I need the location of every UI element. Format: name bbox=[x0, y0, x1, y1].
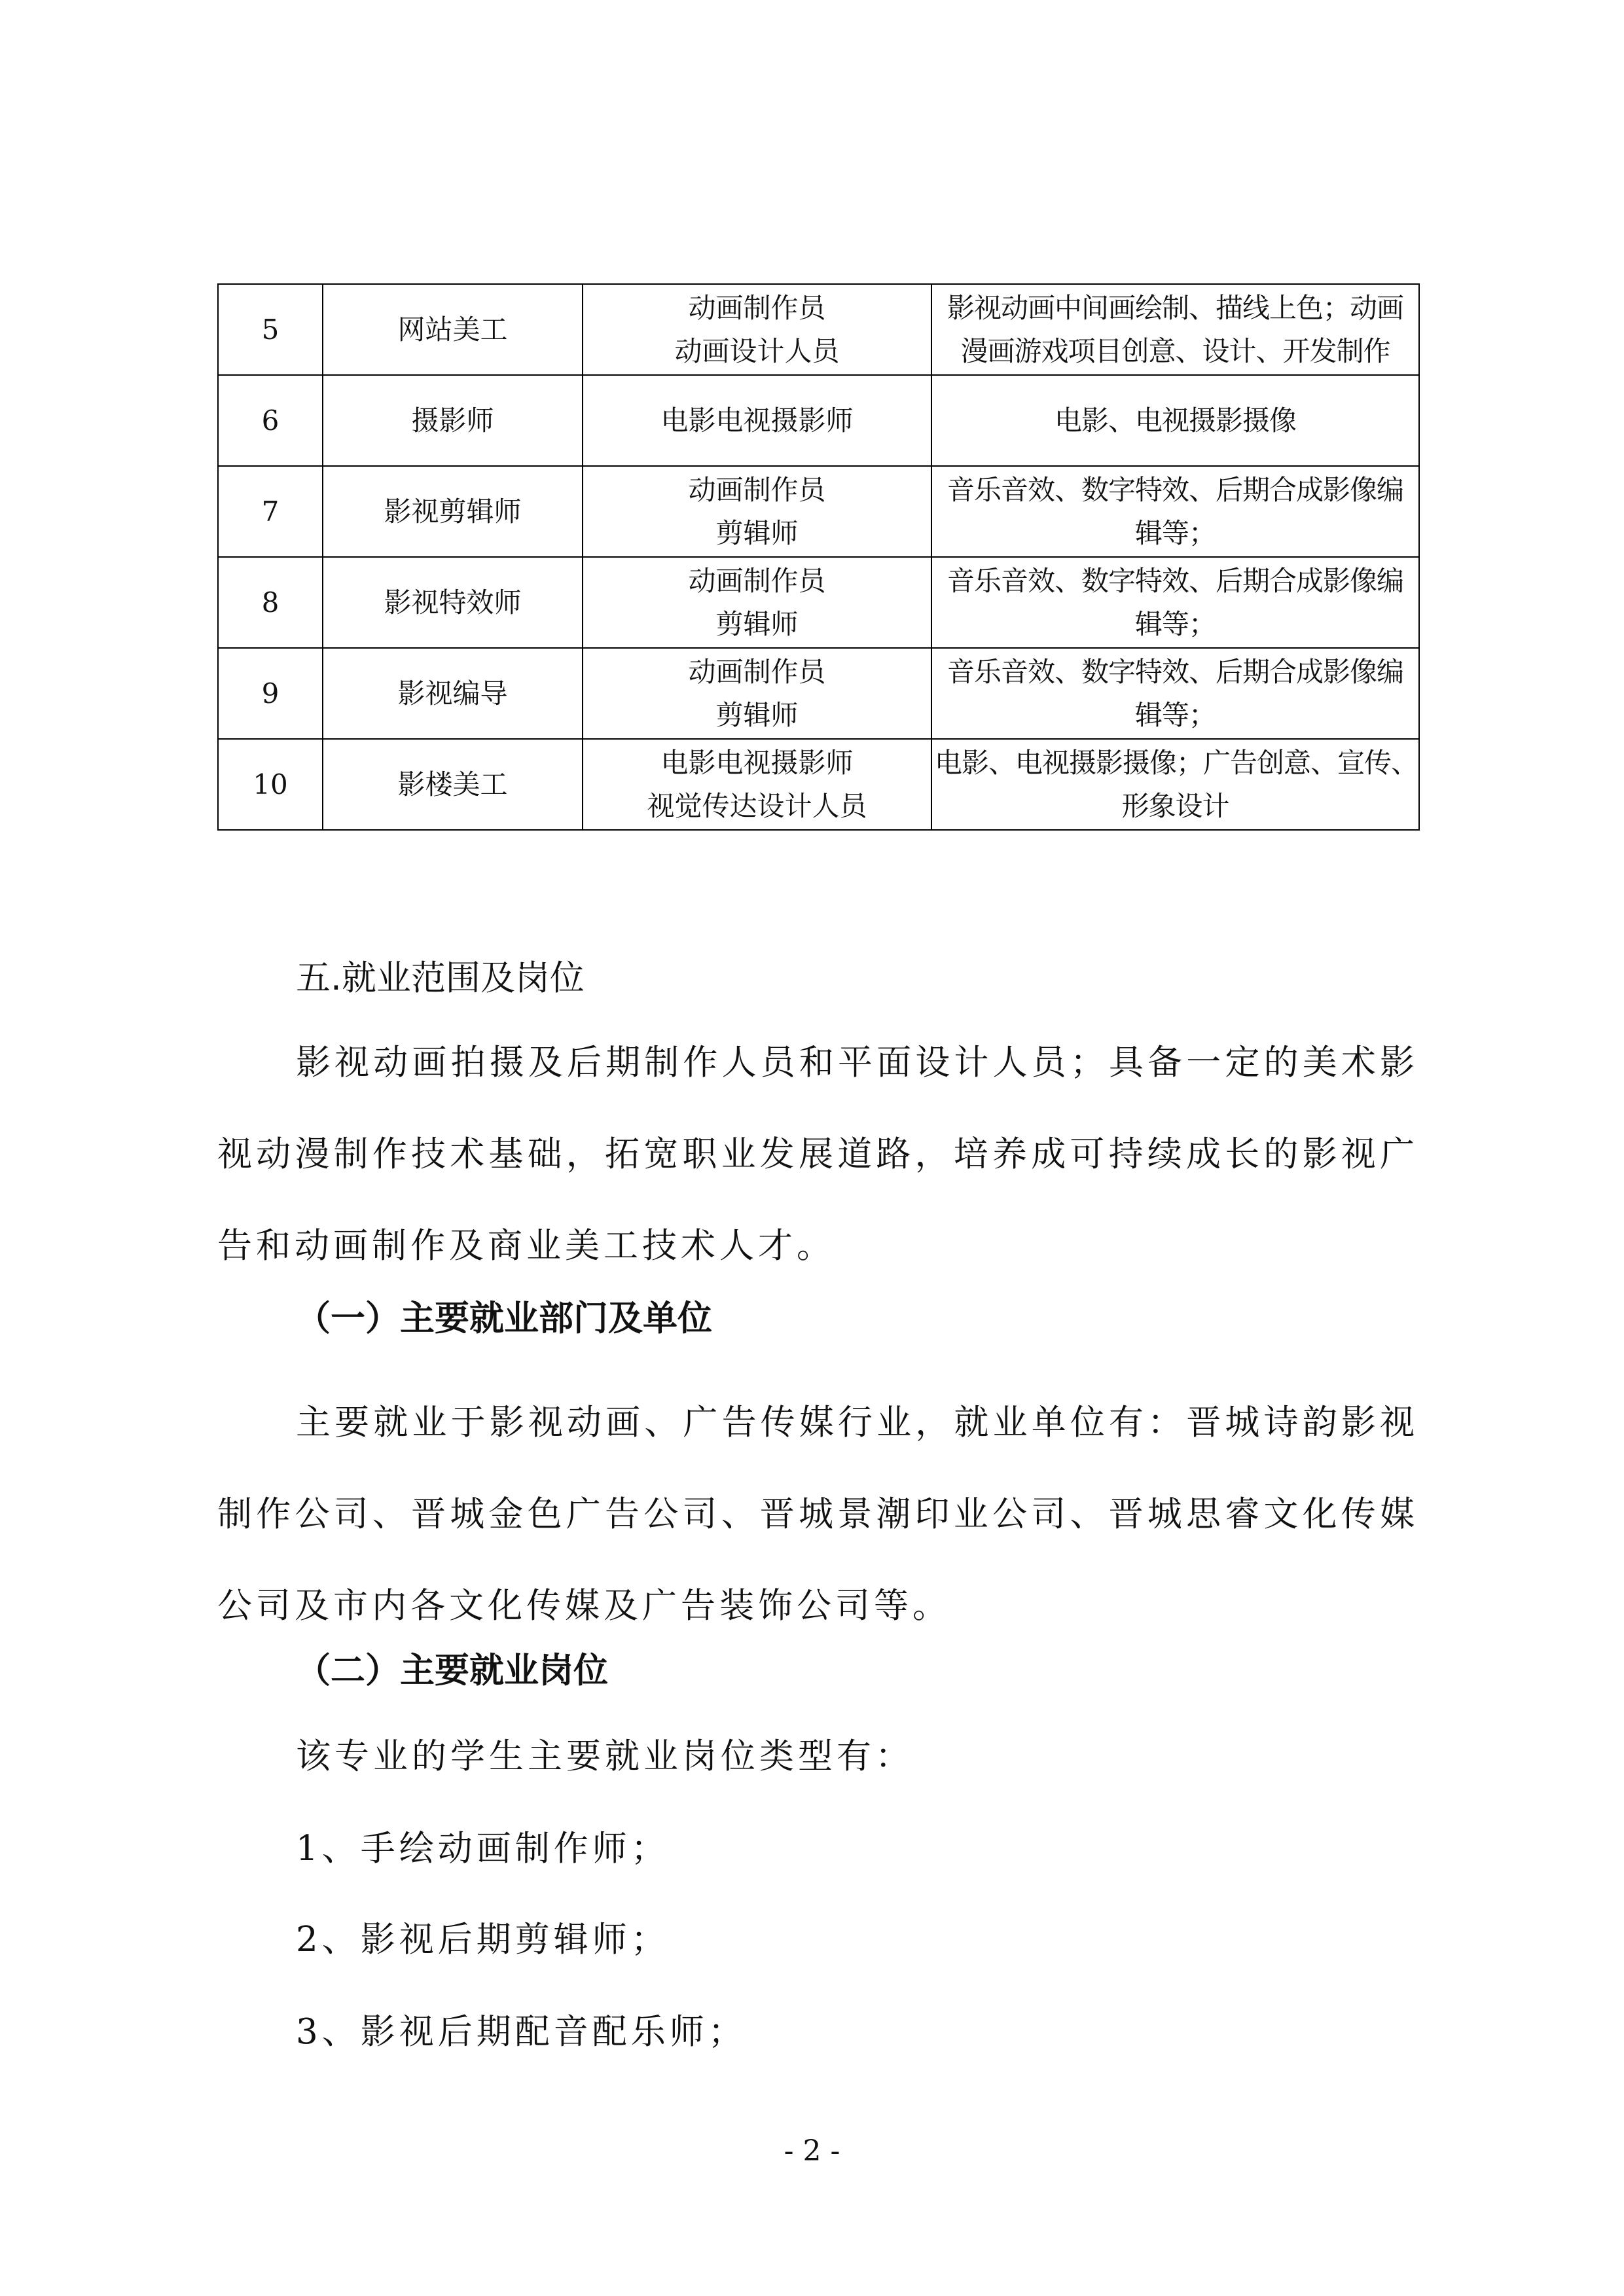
certificate-cell: 动画制作员 剪辑师 bbox=[583, 557, 931, 648]
table-row bbox=[218, 648, 1419, 739]
row-number: 7 bbox=[218, 466, 323, 557]
subsection-two-intro: 该专业的学生主要就业岗位类型有： bbox=[296, 1736, 914, 1776]
table-row bbox=[218, 466, 1419, 557]
table-row bbox=[218, 739, 1419, 830]
work-content-cell: 音乐音效、数字特效、后期合成影像编 辑等； bbox=[931, 466, 1419, 557]
row-number: 9 bbox=[218, 648, 323, 739]
subsection-one-paragraph: 主要就业于影视动画、广告传媒行业，就业单位有：晋城诗韵影视制作公司、晋城金色广告公司、晋城景潮印业公司、晋城思睿文化传媒公司及市内各文化传媒及广告装饰公司等。 bbox=[217, 1403, 1418, 1626]
subsection-one-heading: （一）主要就业部门及单位 bbox=[296, 1299, 712, 1338]
work-content-cell: 音乐音效、数字特效、后期合成影像编 辑等； bbox=[931, 648, 1419, 739]
certificate-cell: 动画制作员 剪辑师 bbox=[583, 466, 931, 557]
table-row bbox=[218, 557, 1419, 648]
work-content-cell: 电影、电视摄影摄像 bbox=[931, 375, 1419, 466]
position-cell: 影视特效师 bbox=[323, 557, 583, 648]
position-cell: 影视编导 bbox=[323, 648, 583, 739]
subsection-two-heading: （二）主要就业岗位 bbox=[296, 1651, 608, 1691]
list-item: 1、手绘动画制作师； bbox=[296, 1829, 670, 1869]
table-row bbox=[218, 375, 1419, 466]
list-item: 3、影视后期配音配乐师； bbox=[296, 2012, 747, 2052]
position-cell: 网站美工 bbox=[323, 284, 583, 375]
table-row bbox=[218, 284, 1419, 375]
position-cell: 摄影师 bbox=[323, 375, 583, 466]
position-cell: 影楼美工 bbox=[323, 739, 583, 830]
certificate-cell: 动画制作员 动画设计人员 bbox=[583, 284, 931, 375]
certificate-cell: 电影电视摄影师 视觉传达设计人员 bbox=[583, 739, 931, 830]
work-content-cell: 电影、电视摄影摄像；广告创意、宣传、 形象设计 bbox=[931, 739, 1419, 830]
row-number: 10 bbox=[218, 739, 323, 830]
row-number: 8 bbox=[218, 557, 323, 648]
page-number: - 2 - bbox=[784, 2134, 840, 2168]
list-item: 2、影视后期剪辑师； bbox=[296, 1920, 670, 1960]
row-number: 5 bbox=[218, 284, 323, 375]
work-content-cell: 影视动画中间画绘制、描线上色；动画 漫画游戏项目创意、设计、开发制作 bbox=[931, 284, 1419, 375]
work-content-cell: 音乐音效、数字特效、后期合成影像编 辑等； bbox=[931, 557, 1419, 648]
certificate-cell: 动画制作员 剪辑师 bbox=[583, 648, 931, 739]
position-cell: 影视剪辑师 bbox=[323, 466, 583, 557]
certificate-cell: 电影电视摄影师 bbox=[583, 375, 931, 466]
section-five-paragraph: 影视动画拍摄及后期制作人员和平面设计人员；具备一定的美术影视动漫制作技术基础，拓宽职业发展道路，培养成可持续成长的影视广告和动画制作及商业美工技术人才。 bbox=[217, 1043, 1418, 1266]
section-five-heading: 五.就业范围及岗位 bbox=[296, 958, 585, 998]
jobs-table bbox=[217, 283, 1420, 831]
row-number: 6 bbox=[218, 375, 323, 466]
